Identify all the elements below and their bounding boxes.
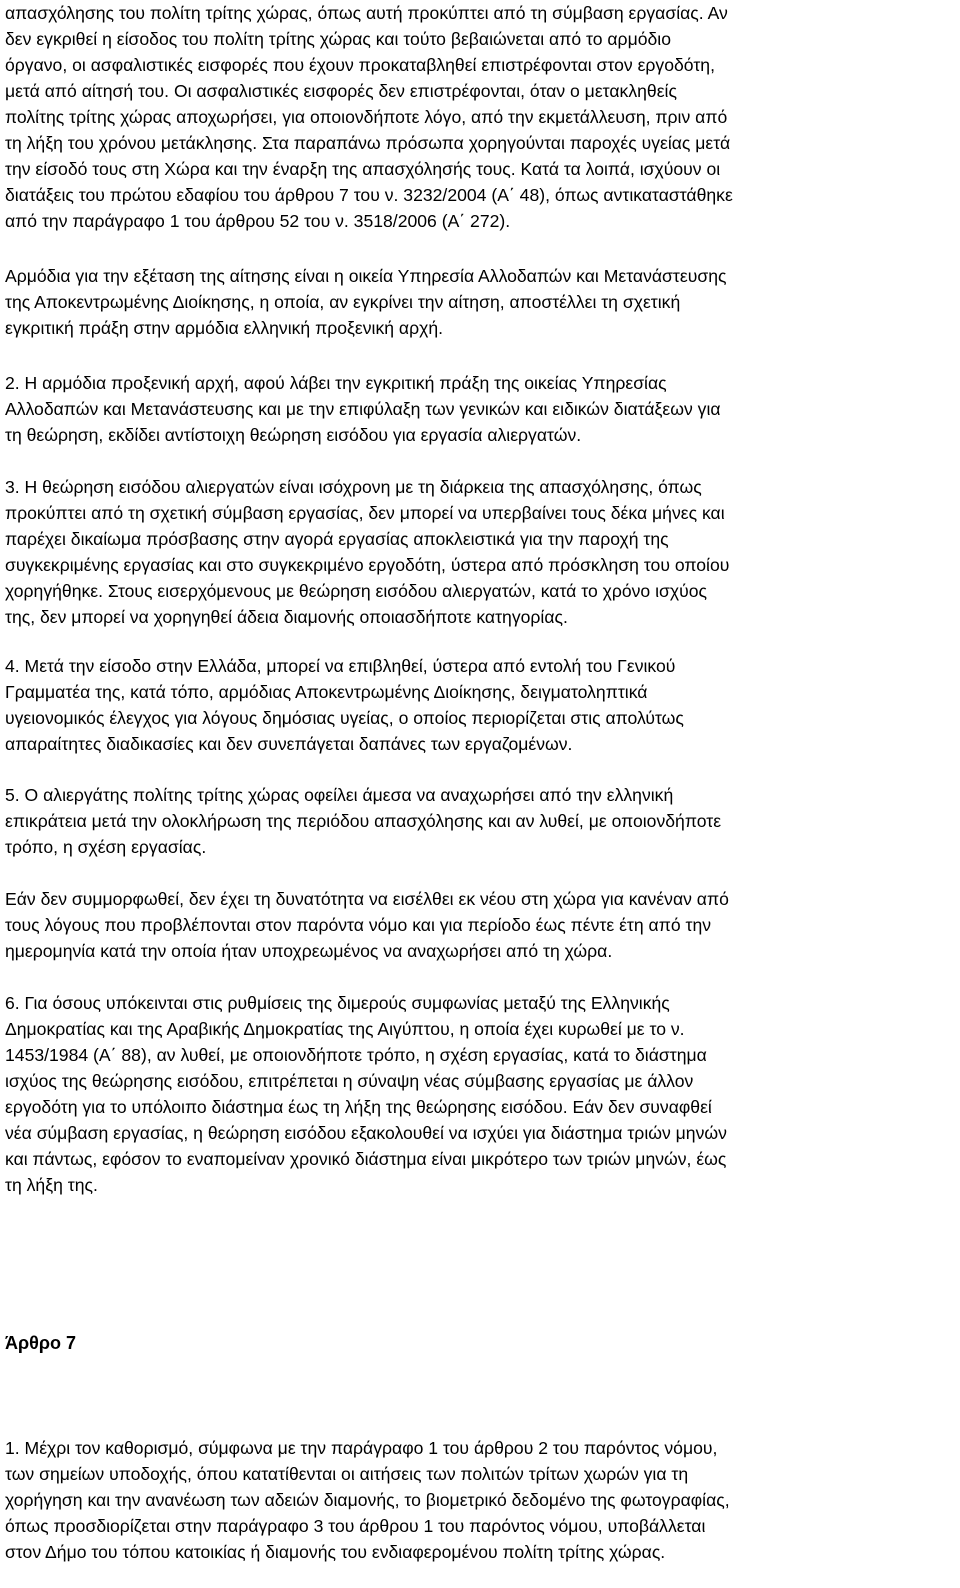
text-line: Αρμόδια για την εξέταση της αίτησης είναι η οικεία Υπηρεσία Αλλοδαπών και Μετανάστευσης — [5, 266, 727, 286]
text-line: νέα σύμβαση εργασίας, η θεώρηση εισόδου εξακολουθεί να ισχύει για διάστημα τριών μηνών — [5, 1123, 727, 1143]
text-line: των σημείων υποδοχής, όπου κατατίθενται οι αιτήσεις των πολιτών τρίτων χωρών για τη — [5, 1464, 689, 1484]
text-line: Γραμματέα της, κατά τόπο, αρμόδιας Αποκεντρωμένης Διοίκησης, δειγματοληπτικά — [5, 682, 648, 702]
text-line: παρέχει δικαίωμα πρόσβασης στην αγορά εργασίας αποκλειστικά για την παροχή της — [5, 529, 669, 549]
text-line: την είσοδό τους στη Χώρα και την έναρξη της απασχόλησής τους. Κατά τα λοιπά, ισχύουν οι — [5, 159, 721, 179]
text-line: επικράτεια μετά την ολοκλήρωση της περιόδου απασχόλησης και αν λυθεί, με οποιονδήποτε — [5, 811, 722, 831]
text-line: πολίτης τρίτης χώρας αποχωρήσει, για οποιονδήποτε λόγο, από την εκμετάλλευση, πριν από — [5, 107, 728, 127]
text-line: της Αποκεντρωμένης Διοίκησης, η οποία, αν εγκρίνει την αίτηση, αποστέλλει τη σχετική — [5, 292, 681, 312]
text-line: από την παράγραφο 1 του άρθρου 52 του ν. 3518/2006 (Α΄ 272). — [5, 211, 511, 231]
paragraph-item-5 — [5, 782, 957, 860]
text-line: απασχόλησης του πολίτη τρίτης χώρας, όπως αυτή προκύπτει από τη σύμβαση εργασίας. Αν — [5, 3, 728, 23]
text-line: 5. Ο αλιεργάτης πολίτης τρίτης χώρας οφείλει άμεσα να αναχωρήσει από την ελληνική — [5, 785, 674, 805]
paragraph-item-2 — [5, 370, 957, 448]
paragraph-competent-service — [5, 263, 957, 341]
text-line: 3. Η θεώρηση εισόδου αλιεργατών είναι ισόχρονη με τη διάρκεια της απασχόλησης, όπως — [5, 477, 702, 497]
text-line: χορηγήθηκε. Στους εισερχόμενους με θεώρηση εισόδου αλιεργατών, κατά το χρόνο ισχύος — [5, 581, 707, 601]
text-line: εγκριτική πράξη στην αρμόδια ελληνική προξενική αρχή. — [5, 318, 444, 338]
text-line: 6. Για όσους υπόκεινται στις ρυθμίσεις της διμερούς συμφωνίας μεταξύ της Ελληνικής — [5, 993, 670, 1013]
text-line: προκύπτει από τη σχετική σύμβαση εργασίας, δεν μπορεί να υπερβαίνει τους δέκα μήνες και — [5, 503, 725, 523]
paragraph-item-3 — [5, 474, 957, 630]
text-line: στον Δήμο του τόπου κατοικίας ή διαμονής του ενδιαφερομένου πολίτη τρίτης χώρας. — [5, 1542, 666, 1562]
text-line: 1453/1984 (Α΄ 88), αν λυθεί, με οποιονδήποτε τρόπο, η σχέση εργασίας, κατά το διάστημα — [5, 1045, 707, 1065]
text-line: και πάντως, εφόσον το εναπομείναν χρονικό διάστημα είναι μικρότερο των τριών μηνών, έως — [5, 1149, 727, 1169]
text-line: εργοδότη για το υπόλοιπο διάστημα έως τη λήξη της θεώρησης εισόδου. Εάν δεν συναφθεί — [5, 1097, 712, 1117]
text-line: Αλλοδαπών και Μετανάστευσης και με την επιφύλαξη των γενικών και ειδικών διατάξεων για — [5, 399, 721, 419]
paragraph-non-compliance — [5, 886, 957, 964]
article-7-paragraph-1 — [5, 1435, 957, 1565]
text-line: διατάξεις του πρώτου εδαφίου του άρθρου 7 του ν. 3232/2004 (Α΄ 48), όπως αντικαταστάθηκε — [5, 185, 733, 205]
text-line: 4. Μετά την είσοδο στην Ελλάδα, μπορεί να επιβληθεί, ύστερα από εντολή του Γενικού — [5, 656, 676, 676]
text-line: ισχύος της θεώρησης εισόδου, επιτρέπεται η σύναψη νέας σύμβασης εργασίας με άλλον — [5, 1071, 694, 1091]
text-line: υγειονομικός έλεγχος για λόγους δημόσιας υγείας, ο οποίος περιορίζεται στις απολύτως — [5, 708, 684, 728]
text-line: 2. Η αρμόδια προξενική αρχή, αφού λάβει την εγκριτική πράξη της οικείας Υπηρεσίας — [5, 373, 667, 393]
text-line: της, δεν μπορεί να χορηγηθεί άδεια διαμονής οποιασδήποτε κατηγορίας. — [5, 607, 568, 627]
text-line: απαραίτητες διαδικασίες και δεν συνεπάγεται δαπάνες των εργαζομένων. — [5, 734, 573, 754]
text-line: χορήγηση και την ανανέωση των αδειών διαμονής, το βιομετρικό δεδομένο της φωτογραφίας, — [5, 1490, 730, 1510]
text-line: τους λόγους που προβλέπονται στον παρόντα νόμο και για περίοδο έως πέντε έτη από την — [5, 915, 712, 935]
text-line: όπως προσδιορίζεται στην παράγραφο 3 του άρθρου 1 του παρόντος νόμου, υποβάλλεται — [5, 1516, 706, 1536]
text-line: συγκεκριμένης εργασίας και στο συγκεκριμένο εργοδότη, ύστερα από πρόσκληση του οποίου — [5, 555, 730, 575]
text-line: όργανο, οι ασφαλιστικές εισφορές που έχουν προκαταβληθεί επιστρέφονται στον εργοδότη, — [5, 55, 715, 75]
text-line: τη λήξη της. — [5, 1175, 98, 1195]
text-line: τρόπο, η σχέση εργασίας. — [5, 837, 207, 857]
text-line: τη λήξη του χρόνου μετάκλησης. Στα παραπάνω πρόσωπα χορηγούνται παροχές υγείας μετά — [5, 133, 731, 153]
text-line: δεν εγκριθεί η είσοδος του πολίτη τρίτης χώρας και τούτο βεβαιώνεται από το αρμόδιο — [5, 29, 671, 49]
text-line: ημερομηνία κατά την οποία ήταν υποχρεωμένος να αναχωρήσει από τη χώρα. — [5, 941, 613, 961]
text-line: 1. Μέχρι τον καθορισμό, σύμφωνα με την παράγραφο 1 του άρθρου 2 του παρόντος νόμου, — [5, 1438, 718, 1458]
article-7-heading: Άρθρο 7 — [5, 1333, 77, 1353]
text-line: Εάν δεν συμμορφωθεί, δεν έχει τη δυνατότητα να εισέλθει εκ νέου στη χώρα για κανέναν από — [5, 889, 729, 909]
text-line: τη θεώρηση, εκδίδει αντίστοιχη θεώρηση εισόδου για εργασία αλιεργατών. — [5, 425, 582, 445]
text-line: Δημοκρατίας και της Αραβικής Δημοκρατίας της Αιγύπτου, η οποία έχει κυρωθεί με το ν. — [5, 1019, 685, 1039]
text-line: μετά από αίτησή του. Οι ασφαλιστικές εισφορές δεν επιστρέφονται, όταν ο μετακληθείς — [5, 81, 677, 101]
paragraph-item-4 — [5, 653, 957, 757]
paragraph-item-6 — [5, 990, 957, 1198]
paragraph-insurance-contributions — [5, 0, 957, 234]
